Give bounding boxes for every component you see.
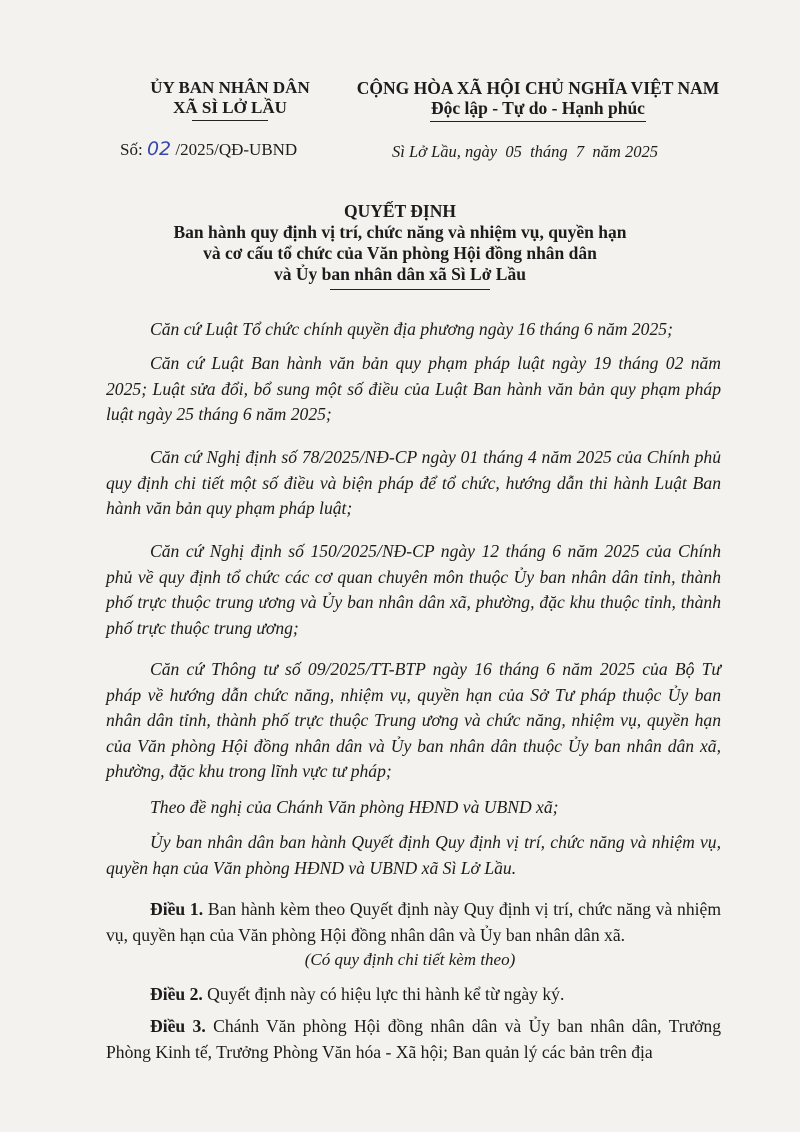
preamble-issuance: Ủy ban nhân dân ban hành Quyết định Quy định vị trí, chức năng và nhiệm vụ, quyền hạn của Văn phòng HĐND và UBND xã Sì Lở Lầu. — [106, 832, 721, 878]
national-title: CỘNG HÒA XÃ HỘI CHỦ NGHĨA VIỆT NAM — [356, 78, 720, 98]
article-3-text: Chánh Văn phòng Hội đồng nhân dân và Ủy ban nhân dân, Trưởng Phòng Kinh tế, Trưởng Phòng Văn hóa - Xã hội; Ban quản lý các bản trên địa — [106, 1016, 721, 1062]
article-3 — [106, 1014, 721, 1065]
preamble-decree-78: Căn cứ Nghị định số 78/2025/NĐ-CP ngày 01 tháng 4 năm 2025 của Chính phủ quy định chi tiết một số điều và biện pháp để tổ chức, hướng dẫn thi hành Luật Ban hành văn bản quy phạm pháp luật; — [106, 447, 721, 518]
motto-underline — [430, 121, 646, 122]
number-prefix: Số: — [120, 140, 147, 159]
decision-heading: QUYẾT ĐỊNH — [344, 201, 456, 221]
article-1-text: Ban hành kèm theo Quyết định này Quy định vị trí, chức năng và nhiệm vụ, quyền hạn của Văn phòng Hội đồng nhân dân và Ủy ban nhân dân xã. — [106, 899, 721, 945]
national-motto: Độc lập - Tự do - Hạnh phúc — [431, 98, 645, 118]
article-1-label: Điều 1. — [150, 899, 204, 919]
title-line-1: Ban hành quy định vị trí, chức năng và nhiệm vụ, quyền hạn — [173, 222, 627, 242]
title-underline — [330, 289, 490, 290]
article-2-text: Quyết định này có hiệu lực thi hành kể từ ngày ký. — [202, 984, 565, 1004]
issuer-commune: XÃ SÌ LỞ LẦU — [173, 98, 287, 117]
number-suffix: /2025/QĐ-UBND — [171, 140, 298, 159]
title-line-2: và cơ cấu tổ chức của Văn phòng Hội đồng nhân dân — [203, 243, 597, 263]
article-2 — [106, 982, 721, 1008]
article-1-note: (Có quy định chi tiết kèm theo) — [304, 950, 516, 969]
issuer-underline — [192, 120, 268, 121]
preamble-decree-150: Căn cứ Nghị định số 150/2025/NĐ-CP ngày 12 tháng 6 năm 2025 của Chính phủ về quy định tổ chức các cơ quan chuyên môn thuộc Ủy ban nhân dân tỉnh, thành phố trực thuộc trung ương và Ủy ban nhân dân xã, phường, đặc khu thuộc tỉnh, thành phố trực thuộc trung ương; — [106, 541, 721, 638]
article-3-label: Điều 3. — [150, 1016, 206, 1036]
handwritten-number: 02 — [146, 138, 172, 160]
place-date: Sì Lở Lầu, ngày 05 tháng 7 năm 2025 — [392, 142, 658, 161]
issuer-name: ỦY BAN NHÂN DÂN — [150, 78, 310, 97]
preamble-law-legal-documents: Căn cứ Luật Ban hành văn bản quy phạm pháp luật ngày 19 tháng 02 năm 2025; Luật sửa đổi, bổ sung một số điều của Luật Ban hành văn bản quy phạm pháp luật ngày 25 tháng 6 năm 2025; — [106, 353, 721, 424]
document-number — [120, 138, 297, 160]
article-1 — [106, 897, 721, 948]
article-2-label: Điều 2. — [150, 984, 203, 1004]
title-line-3: và Ủy ban nhân dân xã Sì Lở Lầu — [274, 264, 526, 284]
preamble-law-local-government: Căn cứ Luật Tổ chức chính quyền địa phương ngày 16 tháng 6 năm 2025; — [150, 319, 673, 339]
preamble-circular-09: Căn cứ Thông tư số 09/2025/TT-BTP ngày 16 tháng 6 năm 2025 của Bộ Tư pháp về hướng dẫn chức năng, nhiệm vụ, quyền hạn của Sở Tư pháp thuộc Ủy ban nhân dân tỉnh, thành phố trực thuộc Trung ương và chức năng, nhiệm vụ, quyền hạn của Văn phòng Hội đồng nhân dân và Ủy ban nhân dân thuộc Ủy ban nhân dân xã, phường, đặc khu trong lĩnh vực tư pháp; — [106, 659, 721, 781]
preamble-proposal: Theo đề nghị của Chánh Văn phòng HĐND và UBND xã; — [150, 797, 559, 817]
